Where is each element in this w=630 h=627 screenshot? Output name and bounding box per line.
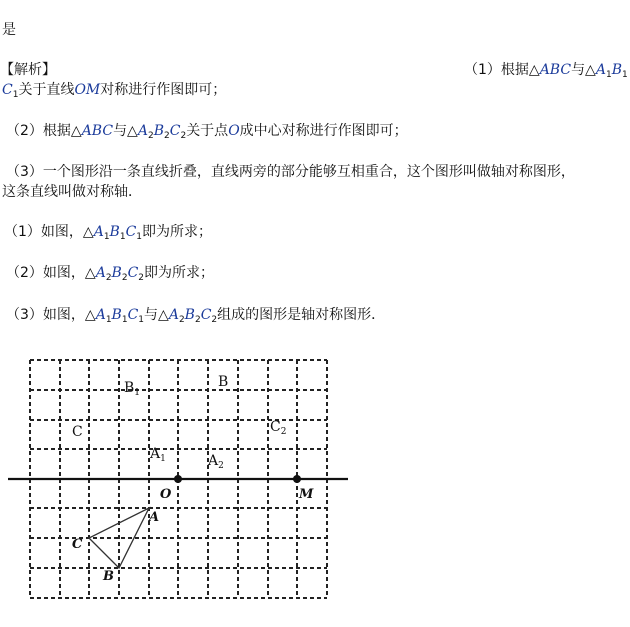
answer-line-3: （3）如图，$\triangle A_1B_1C_1$与$\triangle A_2B_2C_2$组成的图形是轴对称图形．: [6, 307, 386, 325]
analysis-line-3b: 这条直线叫做对称轴．: [2, 184, 142, 200]
analysis-label: 【解析】: [0, 62, 56, 78]
label-m: M: [299, 487, 314, 502]
analysis-line-2: （2）根据△ABC与$\triangle A_2B_2C_2$关于点O成中心对称进行作图即可；: [6, 123, 408, 141]
analysis-line-1a: （1）根据△ABC与$\triangle A_1B_1$: [464, 62, 628, 80]
label-c: C: [72, 424, 83, 440]
point-m: [293, 475, 301, 483]
label-b1: $B_1$: [124, 380, 141, 398]
point-o: [174, 475, 182, 483]
label-b-bottom: B: [103, 569, 114, 584]
label-c2: $C_2$: [270, 419, 287, 437]
label-c-bottom: C: [72, 537, 83, 552]
answer-line-2: （2）如图，$\triangle A_2B_2C_2$即为所求；: [6, 265, 215, 283]
label-o: O: [160, 487, 172, 502]
label-a: A: [149, 510, 160, 525]
answer-line-1: （1）如图，$\triangle A_1B_1C_1$即为所求；: [4, 224, 213, 242]
top-word: 是: [2, 22, 16, 38]
label-a2: $A_2$: [208, 453, 224, 471]
analysis-line-1b: $C_1$关于直线OM对称进行作图即可；: [2, 82, 227, 100]
analysis-line-3a: （3）一个图形沿一条直线折叠，直线两旁的部分能够互相重合，这个图形叫做轴对称图形，: [6, 164, 575, 180]
label-a1: $A_1$: [150, 446, 166, 464]
label-b: B: [218, 374, 229, 390]
